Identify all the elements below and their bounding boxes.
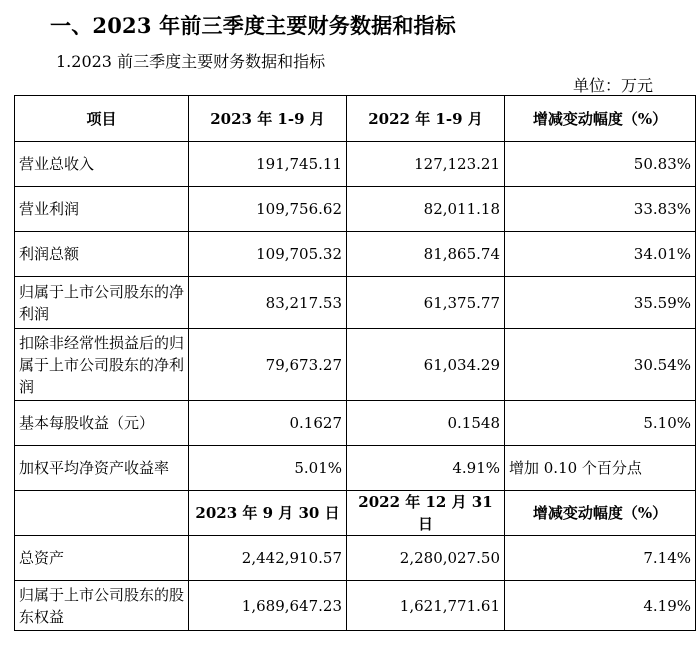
header-2023-09-30: 2023 年 9 月 30 日 [189,491,347,536]
cell-value: 1,621,771.61 [347,581,505,631]
cell-value: 109,756.62 [189,187,347,232]
row-label: 基本每股收益（元） [15,401,189,446]
cell-value: 61,375.77 [347,277,505,329]
header-2022-12-31: 2022 年 12 月 31 日 [347,491,505,536]
row-label: 归属于上市公司股东的净利润 [15,277,189,329]
table-row [15,536,696,581]
cell-value: 191,745.11 [189,142,347,187]
table-row [15,401,696,446]
cell-value: 79,673.27 [189,329,347,401]
header-row-date [15,491,696,536]
row-label: 营业利润 [15,187,189,232]
cell-change: 4.19% [505,581,696,631]
cell-value: 61,034.29 [347,329,505,401]
financial-table [14,95,696,631]
cell-value: 5.01% [189,446,347,491]
cell-value: 2,442,910.57 [189,536,347,581]
row-label: 总资产 [15,536,189,581]
cell-change: 50.83% [505,142,696,187]
table-row [15,329,696,401]
row-label: 加权平均净资产收益率 [15,446,189,491]
page-heading: 一、2023 年前三季度主要财务数据和指标 [50,13,456,38]
cell-value: 109,705.32 [189,232,347,277]
cell-change: 34.01% [505,232,696,277]
header-change-rate: 增减变动幅度（%） [505,96,696,142]
unit-label: 单位：万元 [572,76,653,95]
cell-change: 7.14% [505,536,696,581]
header-2022-jan-sep: 2022 年 1-9 月 [347,96,505,142]
cell-value: 1,689,647.23 [189,581,347,631]
section-subheading: 1.2023 前三季度主要财务数据和指标 [56,52,326,71]
row-label: 营业总收入 [15,142,189,187]
header-empty [15,491,189,536]
cell-value: 82,011.18 [347,187,505,232]
table-row [15,581,696,631]
cell-change: 33.83% [505,187,696,232]
table-row [15,187,696,232]
table-row [15,232,696,277]
cell-change: 30.54% [505,329,696,401]
header-change-rate: 增减变动幅度（%） [505,491,696,536]
row-label: 扣除非经常性损益后的归属于上市公司股东的净利润 [15,329,189,401]
header-item: 项目 [15,96,189,142]
cell-value: 2,280,027.50 [347,536,505,581]
row-label: 利润总额 [15,232,189,277]
row-label: 归属于上市公司股东的股东权益 [15,581,189,631]
cell-value: 127,123.21 [347,142,505,187]
cell-change: 增加 0.10 个百分点 [505,446,696,491]
cell-change: 35.59% [505,277,696,329]
cell-value: 0.1627 [189,401,347,446]
header-row-period [15,96,696,142]
header-2023-jan-sep: 2023 年 1-9 月 [189,96,347,142]
table-row [15,277,696,329]
cell-value: 0.1548 [347,401,505,446]
table-row [15,142,696,187]
cell-value: 83,217.53 [189,277,347,329]
cell-value: 81,865.74 [347,232,505,277]
table-row [15,446,696,491]
cell-change: 5.10% [505,401,696,446]
cell-value: 4.91% [347,446,505,491]
